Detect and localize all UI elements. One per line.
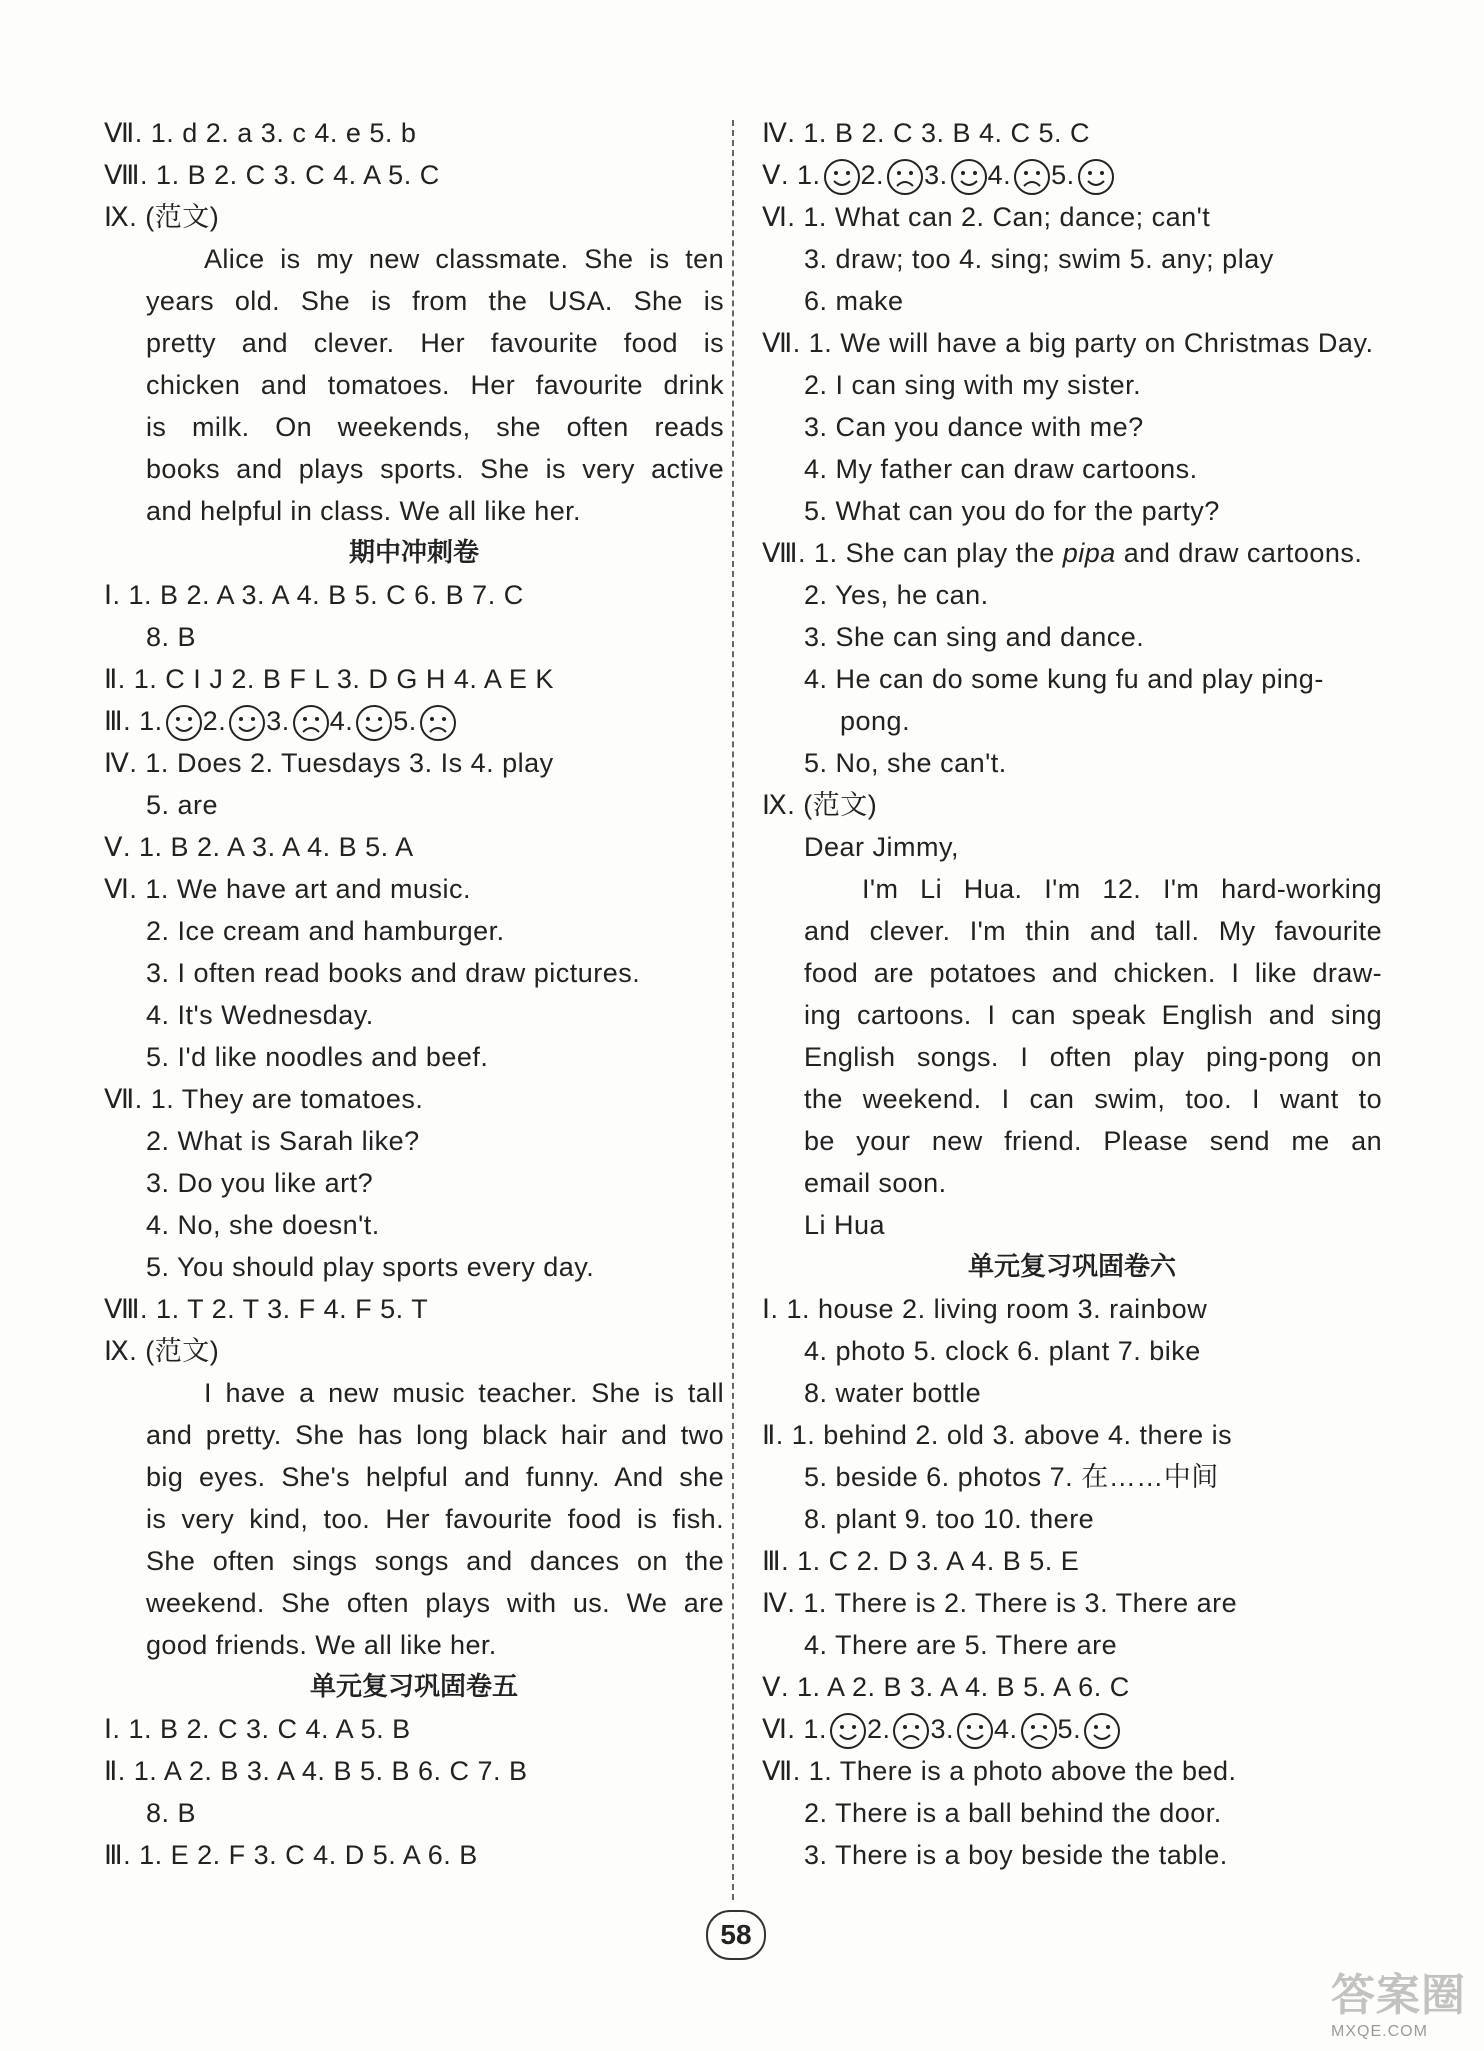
letter-line: food are potatoes and chicken. I like draw- — [804, 958, 1382, 988]
face-answer-item — [861, 160, 925, 190]
essay-line: pretty and clever. Her favourite food is — [146, 328, 724, 358]
essay-line: books and plays sports. She is very active — [146, 454, 724, 484]
essay-line: is very kind, too. Her favourite food is fish. — [146, 1504, 724, 1534]
answer-line: Ⅷ. 1. T 2. T 3. F 4. F 5. T — [104, 1294, 429, 1324]
face-answers — [803, 1714, 1121, 1744]
essay-line: Alice is my new classmate. She is ten — [204, 244, 724, 274]
answer-line: 5. are — [146, 790, 219, 820]
sample-letter — [762, 868, 1382, 1204]
item-number: 3. — [924, 160, 948, 190]
happy-face-icon — [1077, 158, 1115, 196]
section-title: 单元复习巩固卷五 — [309, 1672, 518, 1702]
answer-line: 5. beside 6. photos 7. 在……中间 — [804, 1462, 1219, 1492]
face-answer-item — [203, 706, 267, 736]
letter-greeting: Dear Jimmy, — [804, 832, 960, 862]
answer-text-italic: pipa — [1062, 538, 1116, 568]
sample-essay-2 — [104, 1372, 724, 1666]
sad-face-icon — [419, 704, 457, 742]
answer-line — [762, 532, 1382, 574]
page-number: 58 — [706, 1910, 766, 1960]
sample-essay-1 — [104, 238, 724, 532]
answer-line: Ⅲ. 1. E 2. F 3. C 4. D 5. A 6. B — [104, 1840, 478, 1870]
item-number: 4. — [994, 1714, 1018, 1744]
sad-face-icon — [886, 158, 924, 196]
sad-face-icon — [1020, 1712, 1058, 1750]
item-number: 1. — [797, 160, 821, 190]
answer-line: Ⅰ. 1. B 2. C 3. C 4. A 5. B — [104, 1714, 411, 1744]
item-number: 2. — [866, 1714, 891, 1744]
item-number: 1. — [803, 1714, 827, 1744]
letter-line: I'm Li Hua. I'm 12. I'm hard-working — [862, 874, 1382, 904]
item-number: 2. — [860, 160, 885, 190]
answer-line: Ⅲ. 1. C 2. D 3. A 4. B 5. E — [762, 1546, 1080, 1576]
answer-line: 4. photo 5. clock 6. plant 7. bike — [804, 1336, 1201, 1366]
answer-line: 8. water bottle — [804, 1378, 982, 1408]
letter-line: and clever. I'm thin and tall. My favourite — [804, 916, 1382, 946]
face-answer-item — [393, 706, 457, 736]
answer-line: Ⅶ. 1. d 2. a 3. c 4. e 5. b — [104, 118, 417, 148]
item-number: 3. — [266, 706, 290, 736]
answer-line: Ⅵ. 1. What can 2. Can; dance; can't — [762, 202, 1211, 232]
happy-face-icon — [956, 1712, 994, 1750]
happy-face-icon — [829, 1712, 867, 1750]
item-number: 4. — [987, 160, 1012, 190]
left-column — [104, 112, 724, 1876]
answer-line: 3. There is a boy beside the table. — [804, 1840, 1228, 1870]
answer-line: Ⅳ. 1. There is 2. There is 3. There are — [762, 1588, 1238, 1618]
answer-line: 3. She can sing and dance. — [804, 622, 1145, 652]
face-answer-line — [762, 1708, 1382, 1750]
answer-line: Ⅴ. 1. B 2. A 3. A 4. B 5. A — [104, 832, 414, 862]
answer-line: 8. B — [146, 622, 197, 652]
answer-line: Ⅰ. 1. house 2. living room 3. rainbow — [762, 1294, 1208, 1324]
letter-line: email soon. — [804, 1168, 947, 1198]
item-number: 5. — [1051, 160, 1075, 190]
answer-line: pong. — [840, 706, 911, 736]
face-answer-line — [104, 700, 724, 742]
answer-line: 2. There is a ball behind the door. — [804, 1798, 1222, 1828]
item-number: 5. — [1057, 1714, 1082, 1744]
item-number: 5. — [393, 706, 417, 736]
answer-line: 5. I'd like noodles and beef. — [146, 1042, 489, 1072]
answer-line: Ⅱ. 1. A 2. B 3. A 4. B 5. B 6. C 7. B — [104, 1756, 528, 1786]
letter-line: English songs. I often play ping-pong on — [804, 1042, 1382, 1072]
answer-line: 6. make — [804, 286, 904, 316]
section-label: Ⅴ. — [762, 160, 789, 190]
face-answer-item — [1058, 1714, 1122, 1744]
sad-face-icon — [292, 704, 330, 742]
answer-line: 4. No, she doesn't. — [146, 1210, 380, 1240]
answer-line: Ⅵ. 1. We have art and music. — [104, 874, 472, 904]
face-answer-item — [930, 1714, 994, 1744]
face-answers — [797, 160, 1115, 190]
answer-line: 2. What is Sarah like? — [146, 1126, 420, 1156]
answer-text: Ⅷ. 1. She can play the — [762, 538, 1063, 568]
item-number: 1. — [139, 706, 163, 736]
answer-line: 3. Do you like art? — [146, 1168, 374, 1198]
essay-line: is milk. On weekends, she often reads — [146, 412, 724, 442]
letter-line: the weekend. I can swim, too. I want to — [804, 1084, 1382, 1114]
face-answers — [139, 706, 457, 736]
answer-line: Ⅶ. 1. There is a photo above the bed. — [762, 1756, 1237, 1786]
answer-line: Ⅳ. 1. Does 2. Tuesdays 3. Is 4. play — [104, 748, 554, 778]
face-answer-item — [797, 160, 861, 190]
face-answer-item — [867, 1714, 931, 1744]
answer-line: 3. draw; too 4. sing; swim 5. any; play — [804, 244, 1274, 274]
face-answer-item — [266, 706, 330, 736]
sad-face-icon — [892, 1712, 930, 1750]
answer-line: 4. There are 5. There are — [804, 1630, 1118, 1660]
essay-line: big eyes. She's helpful and funny. And she — [146, 1462, 724, 1492]
answer-line: Ⅱ. 1. behind 2. old 3. above 4. there is — [762, 1420, 1233, 1450]
answer-line: 2. Ice cream and hamburger. — [146, 916, 505, 946]
essay-line: chicken and tomatoes. Her favourite drink — [146, 370, 724, 400]
answer-line: 3. Can you dance with me? — [804, 412, 1144, 442]
letter-line: be your new friend. Please send me an — [804, 1126, 1382, 1156]
happy-face-icon — [165, 704, 203, 742]
answer-text: and draw cartoons. — [1115, 538, 1363, 568]
right-column — [762, 112, 1382, 1876]
face-answer-item — [988, 160, 1052, 190]
answer-line: 5. No, she can't. — [804, 748, 1007, 778]
section-label: Ⅸ. (范文) — [104, 1336, 220, 1366]
answer-line: Ⅶ. 1. They are tomatoes. — [104, 1084, 424, 1114]
section-label: Ⅸ. (范文) — [762, 790, 878, 820]
letter-line: ing cartoons. I can speak English and sing — [804, 1000, 1382, 1030]
answer-line: 2. I can sing with my sister. — [804, 370, 1142, 400]
answer-line: Ⅰ. 1. B 2. A 3. A 4. B 5. C 6. B 7. C — [104, 580, 524, 610]
section-label: Ⅵ. — [762, 1714, 796, 1744]
answer-line: Ⅴ. 1. A 2. B 3. A 4. B 5. A 6. C — [762, 1672, 1130, 1702]
happy-face-icon — [950, 158, 988, 196]
face-answer-item — [330, 706, 394, 736]
answer-line: 4. It's Wednesday. — [146, 1000, 374, 1030]
face-answer-item — [1051, 160, 1115, 190]
essay-line: She often sings songs and dances on the — [146, 1546, 724, 1576]
watermark-logo-text: 答案圈 — [1331, 1971, 1466, 2020]
answer-line: 2. Yes, he can. — [804, 580, 989, 610]
answer-line: 3. I often read books and draw pictures. — [146, 958, 641, 988]
face-answer-item — [924, 160, 988, 190]
essay-line: weekend. She often plays with us. We are — [146, 1588, 724, 1618]
face-answer-item — [139, 706, 203, 736]
section-title: 期中冲刺卷 — [348, 538, 479, 568]
section-title: 单元复习巩固卷六 — [967, 1252, 1176, 1282]
answer-line: 5. You should play sports every day. — [146, 1252, 595, 1282]
happy-face-icon — [1083, 1712, 1121, 1750]
answer-line: 4. My father can draw cartoons. — [804, 454, 1198, 484]
happy-face-icon — [823, 158, 861, 196]
sad-face-icon — [1013, 158, 1051, 196]
essay-line: years old. She is from the USA. She is — [146, 286, 724, 316]
answer-line: Ⅷ. 1. B 2. C 3. C 4. A 5. C — [104, 160, 440, 190]
answer-line: 5. What can you do for the party? — [804, 496, 1220, 526]
answer-line: 8. B — [146, 1798, 197, 1828]
happy-face-icon — [228, 704, 266, 742]
essay-line: and pretty. She has long black hair and two — [146, 1420, 724, 1450]
essay-line: I have a new music teacher. She is tall — [204, 1378, 724, 1408]
column-divider — [732, 120, 734, 1900]
watermark-url: MXQE.COM — [1331, 2023, 1428, 2040]
letter-signature: Li Hua — [804, 1210, 886, 1240]
section-label: Ⅲ. — [104, 706, 132, 736]
item-number: 4. — [329, 706, 354, 736]
item-number: 2. — [202, 706, 227, 736]
watermark — [1331, 1959, 1466, 2041]
answer-line: Ⅱ. 1. C I J 2. B F L 3. D G H 4. A E K — [104, 664, 554, 694]
section-label: Ⅸ. (范文) — [104, 202, 220, 232]
answer-line: Ⅶ. 1. We will have a big party on Christmas Day. — [762, 328, 1374, 358]
essay-line: and helpful in class. We all like her. — [146, 496, 581, 526]
happy-face-icon — [355, 704, 393, 742]
item-number: 3. — [930, 1714, 955, 1744]
answer-line: Ⅳ. 1. B 2. C 3. B 4. C 5. C — [762, 118, 1091, 148]
face-answer-line — [762, 154, 1382, 196]
answer-line: 4. He can do some kung fu and play ping- — [804, 664, 1324, 694]
face-answer-item — [803, 1714, 867, 1744]
answer-line: 8. plant 9. too 10. there — [804, 1504, 1095, 1534]
essay-line: good friends. We all like her. — [146, 1630, 497, 1660]
face-answer-item — [994, 1714, 1058, 1744]
